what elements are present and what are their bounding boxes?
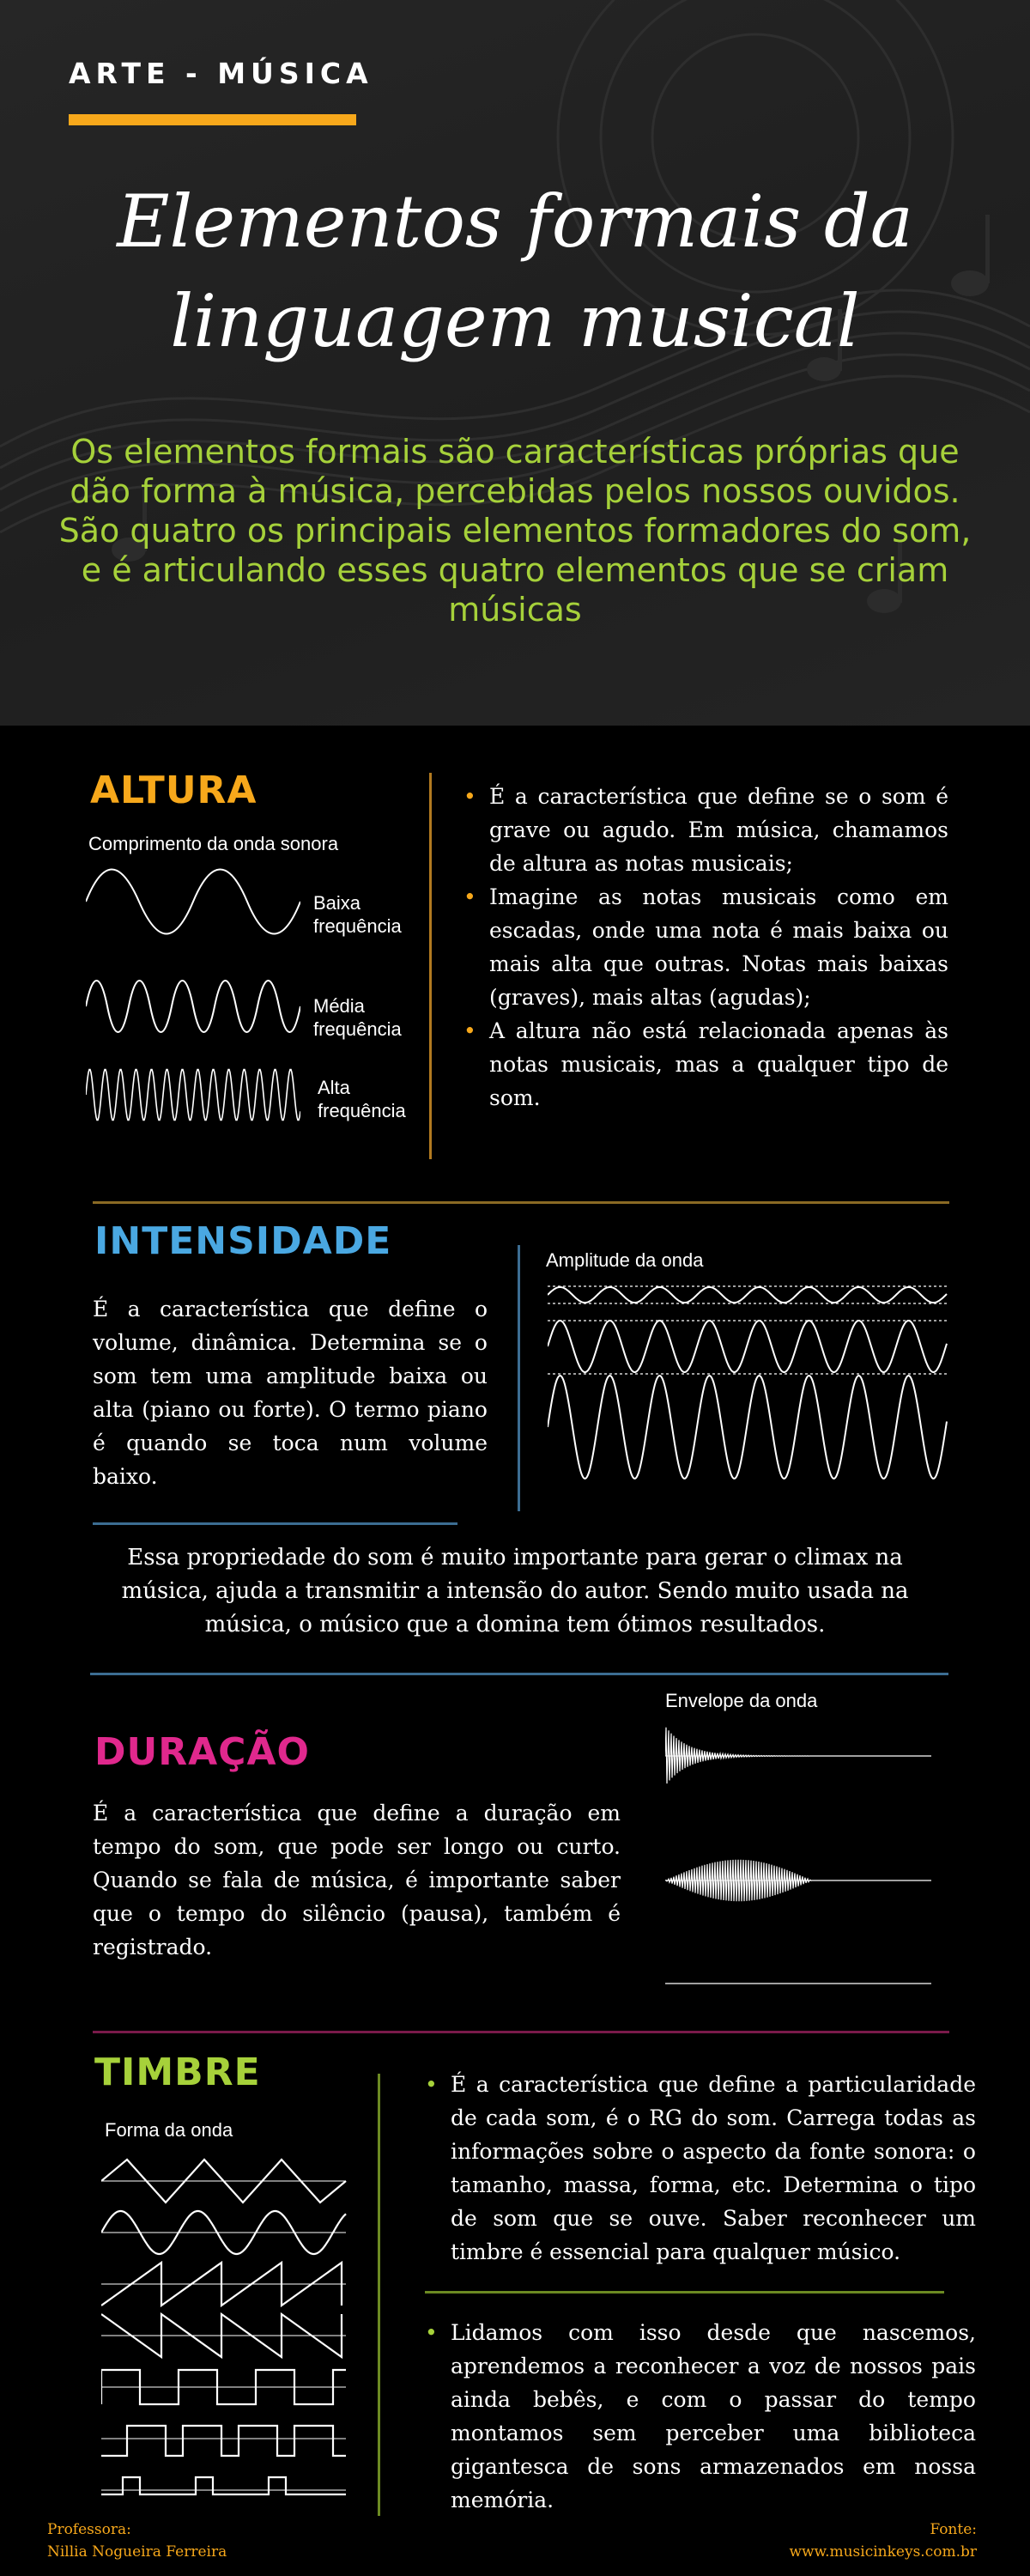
low-frequency-label (313, 891, 402, 938)
title-line-2: linguagem musical (170, 279, 860, 363)
low-frequency-label-line2: frequência (313, 915, 402, 937)
waveform-shapes-diagram (101, 2155, 350, 2507)
altura-bullet-1: • É a característica que define se o som é grave ou agudo. Em música, chamamos de altura as notas musicais; (464, 780, 948, 880)
altura-bullet-3: • A altura não está relacionada apenas às notas musicais, mas a qualquer tipo de som. (464, 1014, 948, 1115)
intensidade-caption: Amplitude da onda (546, 1249, 704, 1271)
high-frequency-label (318, 1076, 406, 1122)
amplitude-wave-diagram (548, 1279, 951, 1485)
low-amplitude-wave (548, 1287, 947, 1303)
intensidade-title: INTENSIDADE (94, 1219, 392, 1263)
altura-title: ALTURA (90, 769, 258, 812)
low-frequency-wave (86, 870, 300, 934)
duracao-section-separator (93, 2031, 949, 2033)
high-amplitude-wave (548, 1376, 947, 1479)
intro-text: Os elementos formais são características próprias que dão forma à música, percebidas pelos nossos ouvidos. São quatro os principais elementos formadores do som, e é articulando esses quatro elementos que se criam músicas (58, 433, 972, 629)
altura-section-separator (93, 1201, 949, 1204)
altura-divider (429, 773, 432, 1159)
pulse-wave (101, 2426, 346, 2456)
intensidade-short-separator (93, 1522, 457, 1525)
envelope-wave-diagram (665, 1717, 940, 2018)
source-credit (789, 2518, 977, 2563)
timbre-bullet-1: • É a característica que define a particularidade de cada som, é o RG do som. Carrega todas as informações sobre o aspecto da fonte sonora: o tamanho, massa, forma, etc. Determina o tipo de som que se ouve. Saber reconhecer um timbre é essencial para qualquer músico. (425, 2068, 976, 2269)
author-name: Nillia Nogueira Ferreira (47, 2543, 227, 2561)
altura-bullet-list (464, 780, 948, 1115)
timbre-title: TIMBRE (94, 2050, 261, 2094)
timbre-bullet-list-2 (425, 2316, 976, 2517)
high-frequency-label-line2: frequência (318, 1100, 406, 1121)
high-frequency-wave (86, 1070, 300, 1121)
timbre-divider (378, 2074, 380, 2516)
altura-caption: Comprimento da onda sonora (88, 833, 339, 854)
medium-frequency-label-line1: Média (313, 995, 365, 1017)
source-link[interactable]: www.musicinkeys.com.br (789, 2543, 977, 2561)
medium-frequency-label (313, 994, 402, 1041)
intensidade-section-separator (90, 1673, 948, 1675)
timbre-bullet-list-1 (425, 2068, 976, 2269)
intensidade-divider (518, 1245, 520, 1511)
page-title (86, 172, 944, 371)
author-label: Professora: (47, 2521, 131, 2538)
timbre-caption: Forma da onda (105, 2119, 233, 2141)
altura-wave-diagram (86, 867, 412, 1133)
category-underline (69, 114, 356, 125)
medium-frequency-wave (86, 981, 300, 1032)
duracao-text: É a característica que define a duração em tempo do som, que pode ser longo ou curto. Quando se fala de música, é importante saber que o tempo do silêncio (pausa), também é registrado. (93, 1801, 621, 1959)
swelling-envelope-wave (665, 1860, 931, 1901)
decaying-envelope-wave (665, 1728, 931, 1783)
medium-amplitude-wave (548, 1321, 947, 1372)
narrow-pulse-wave (101, 2477, 346, 2494)
duracao-caption: Envelope da onda (665, 1690, 818, 1711)
altura-bullet-2: • Imagine as notas musicais como em escadas, onde uma nota é mais baixa ou mais alta que outras. Notas mais baixas (graves), mais altas (agudas); (464, 880, 948, 1014)
duracao-title: DURAÇÃO (94, 1730, 310, 1774)
header-banner (0, 0, 1030, 726)
frequency-waves (86, 867, 300, 1133)
category-label: ARTE - MÚSICA (69, 57, 373, 90)
low-frequency-label-line1: Baixa (313, 892, 361, 914)
timbre-bullet-2: • Lidamos com isso desde que nascemos, aprendemos a reconhecer a voz de nossos pais ainda bebês, e com o passar do tempo montamos sem perceber uma biblioteca gigantesca de sons armazenados em nossa memória. (425, 2316, 976, 2517)
author-credit (47, 2518, 227, 2563)
timbre-inner-separator (425, 2291, 944, 2293)
intensidade-extra-text: Essa propriedade do som é muito importante para gerar o climax na música, ajuda a transmitir a intensão do autor. Sendo muito usada na música, o músico que a domina tem ótimos resultados. (121, 1545, 909, 1637)
high-frequency-label-line1: Alta (318, 1077, 350, 1098)
medium-frequency-label-line2: frequência (313, 1018, 402, 1040)
title-line-1: Elementos formais da (117, 179, 913, 264)
source-label: Fonte: (930, 2521, 977, 2538)
intensidade-text: É a característica que define o volume, dinâmica. Determina se o som tem uma amplitude baixa ou alta (piano ou forte). O termo piano é quando se toca num volume baixo. (93, 1297, 488, 1489)
